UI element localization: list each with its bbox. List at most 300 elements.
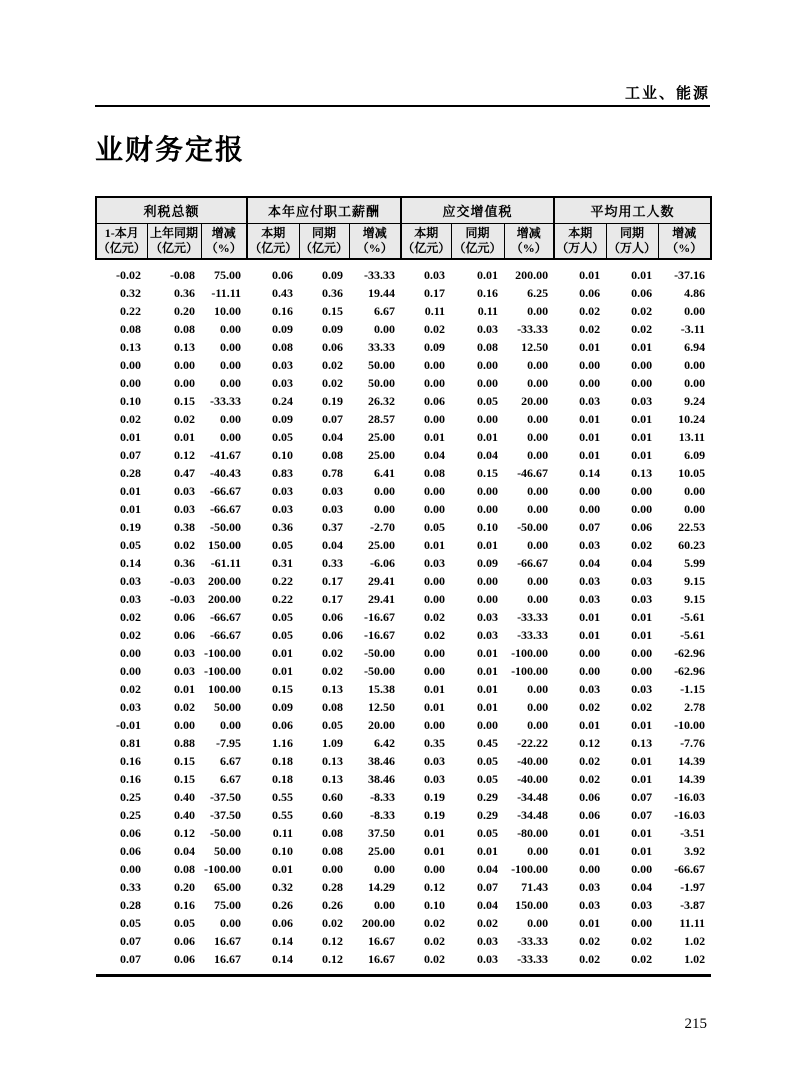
- table-row: [96, 572, 711, 590]
- table-cell: 0.02: [579, 951, 601, 966]
- table-cell: 0.00: [477, 573, 499, 588]
- table-cell: 0.03: [272, 483, 294, 498]
- table-cell: 0.29: [477, 789, 499, 804]
- table-cell: 0.06: [120, 825, 141, 840]
- table-cell: -62.96: [674, 663, 706, 678]
- table-cell: -3.51: [680, 825, 706, 840]
- table-cell: 0.00: [684, 501, 706, 516]
- table-row: [96, 590, 711, 608]
- table-row: [96, 284, 711, 302]
- table-cell: 0.07: [120, 933, 141, 948]
- table-cell: 0.00: [322, 861, 344, 876]
- table-cell: 0.10: [120, 393, 141, 408]
- table-cell: 0.07: [120, 447, 141, 462]
- table-cell: 25.00: [368, 843, 396, 858]
- table-cell: 0.10: [272, 447, 294, 462]
- table-cell: 0.06: [322, 339, 344, 354]
- table-cell: 0.22: [120, 303, 141, 318]
- table-cell: 0.20: [174, 879, 195, 894]
- table-cell: 0.04: [579, 555, 601, 570]
- table-cell: 0.20: [174, 303, 195, 318]
- page-content: [95, 0, 710, 1032]
- table-cell: 0.00: [220, 339, 242, 354]
- table-cell: 0.29: [477, 807, 499, 822]
- table-cell: 11.11: [679, 915, 706, 930]
- table-cell: 0.06: [120, 843, 141, 858]
- table-cell: 0.17: [322, 591, 344, 606]
- table-cell: -0.08: [170, 267, 195, 282]
- table-row: [96, 338, 711, 356]
- table-row: [96, 626, 711, 644]
- table-cell: 0.09: [322, 267, 344, 282]
- table-cell: 0.06: [424, 393, 446, 408]
- table-cell: 0.01: [477, 645, 499, 660]
- table-cell: 0.00: [220, 429, 242, 444]
- table-cell: 0.06: [272, 267, 294, 282]
- table-cell: 0.03: [477, 609, 499, 624]
- table-cell: 0.00: [579, 357, 601, 372]
- table-cell: -50.00: [210, 825, 242, 840]
- table-cell: 28.57: [368, 411, 396, 426]
- table-cell: 0.08: [322, 825, 344, 840]
- table-cell: 0.00: [174, 717, 195, 732]
- table-cell: 0.06: [579, 807, 601, 822]
- table-cell: 0.03: [579, 537, 601, 552]
- table-cell: 0.16: [477, 285, 499, 300]
- table-cell: 0.02: [424, 609, 446, 624]
- table-cell: 0.32: [120, 285, 141, 300]
- table-cell: -40.43: [210, 465, 242, 480]
- table-cell: -37.50: [210, 789, 242, 804]
- table-cell: 0.01: [631, 843, 653, 858]
- table-cell: -33.33: [210, 393, 242, 408]
- table-row: [96, 446, 711, 464]
- table-row: [96, 374, 711, 392]
- table-cell: 0.45: [477, 735, 499, 750]
- table-cell: 0.02: [424, 627, 446, 642]
- table-cell: 0.40: [174, 789, 195, 804]
- table-cell: 0.25: [120, 807, 141, 822]
- table-cell: 0.37: [322, 519, 344, 534]
- table-cell: 0.01: [120, 483, 141, 498]
- table-cell: 0.06: [579, 789, 601, 804]
- table-row: [96, 428, 711, 446]
- table-cell: 0.01: [631, 339, 653, 354]
- table-cell: 0.02: [631, 303, 653, 318]
- table-cell: 0.01: [477, 537, 499, 552]
- table-row: [96, 302, 711, 320]
- table-cell: 0.02: [322, 663, 344, 678]
- table-cell: -0.01: [116, 717, 141, 732]
- table-body: [96, 259, 711, 976]
- column-group-header: 本年应付职工薪酬: [247, 197, 401, 224]
- table-cell: 0.01: [272, 861, 294, 876]
- table-cell: 0.03: [579, 879, 601, 894]
- table-cell: -33.33: [517, 627, 549, 642]
- table-cell: 0.04: [322, 429, 344, 444]
- table-cell: -100.00: [204, 645, 242, 660]
- table-row: [96, 500, 711, 518]
- table-cell: 60.23: [678, 537, 706, 552]
- table-cell: 0.15: [322, 303, 344, 318]
- table-cell: 0.06: [174, 933, 195, 948]
- table-cell: 0.00: [477, 357, 499, 372]
- table-cell: 0.00: [120, 861, 141, 876]
- section-header: 工业、能源: [624, 85, 710, 102]
- table-cell: 0.01: [174, 429, 195, 444]
- table-cell: 0.01: [477, 663, 499, 678]
- table-cell: 0.03: [579, 897, 601, 912]
- table-cell: 0.06: [272, 717, 294, 732]
- table-cell: 0.01: [424, 429, 446, 444]
- table-cell: 0.00: [374, 501, 396, 516]
- table-cell: 38.46: [368, 753, 396, 768]
- table-cell: 0.13: [120, 339, 141, 354]
- table-cell: 0.03: [631, 681, 653, 696]
- table-cell: 0.02: [120, 627, 141, 642]
- table-cell: -16.03: [674, 807, 706, 822]
- table-cell: -8.33: [370, 789, 396, 804]
- table-cell: 0.28: [322, 879, 344, 894]
- table-cell: 0.00: [477, 717, 499, 732]
- table-cell: 0.02: [174, 699, 195, 714]
- table-cell: 0.02: [322, 375, 344, 390]
- table-cell: 0.10: [424, 897, 446, 912]
- table-cell: -46.67: [517, 465, 549, 480]
- table-cell: 0.08: [174, 861, 195, 876]
- table-cell: -34.48: [517, 807, 549, 822]
- table-cell: 0.01: [579, 843, 601, 858]
- table-cell: 0.36: [174, 285, 195, 300]
- table-cell: -5.61: [680, 627, 706, 642]
- table-cell: 0.05: [272, 627, 294, 642]
- table-cell: 0.00: [424, 501, 446, 516]
- table-cell: 0.00: [684, 375, 706, 390]
- table-cell: 16.67: [368, 951, 396, 966]
- table-cell: 0.00: [579, 663, 601, 678]
- table-cell: 0.09: [272, 321, 294, 336]
- table-cell: 0.01: [631, 267, 653, 282]
- table-cell: 20.00: [521, 393, 549, 408]
- table-cell: 0.03: [477, 933, 499, 948]
- table-cell: 0.02: [579, 699, 601, 714]
- table-cell: 0.04: [322, 537, 344, 552]
- table-cell: -100.00: [511, 663, 549, 678]
- table-cell: 0.00: [174, 357, 195, 372]
- table-cell: 0.06: [322, 609, 344, 624]
- table-cell: -8.33: [370, 807, 396, 822]
- table-cell: 29.41: [368, 591, 396, 606]
- table-cell: 0.04: [631, 555, 653, 570]
- table-cell: 38.46: [368, 771, 396, 786]
- table-cell: 0.00: [631, 645, 653, 660]
- financial-report-table: [95, 196, 712, 977]
- table-cell: -22.22: [517, 735, 549, 750]
- table-cell: 0.16: [174, 897, 195, 912]
- table-row: [96, 482, 711, 500]
- table-cell: 0.55: [272, 789, 294, 804]
- table-cell: 0.01: [424, 537, 446, 552]
- table-cell: 0.03: [579, 681, 601, 696]
- table-cell: 9.15: [684, 591, 706, 606]
- table-cell: 0.13: [322, 771, 344, 786]
- table-cell: -100.00: [511, 861, 549, 876]
- table-cell: 1.02: [684, 933, 706, 948]
- table-row: [96, 914, 711, 932]
- table-cell: 0.13: [174, 339, 195, 354]
- table-cell: -7.76: [680, 735, 706, 750]
- table-cell: 0.05: [120, 915, 141, 930]
- table-cell: 0.01: [579, 609, 601, 624]
- table-cell: 0.01: [631, 753, 653, 768]
- table-cell: 37.50: [368, 825, 396, 840]
- table-cell: 0.00: [527, 843, 549, 858]
- table-cell: 0.03: [579, 573, 601, 588]
- table-cell: 50.00: [368, 375, 396, 390]
- table-cell: 0.00: [579, 645, 601, 660]
- table-cell: 0.12: [174, 447, 195, 462]
- table-cell: 0.17: [424, 285, 446, 300]
- table-cell: 0.00: [527, 699, 549, 714]
- table-cell: 0.78: [322, 465, 344, 480]
- table-cell: 0.02: [579, 321, 601, 336]
- table-cell: 0.00: [120, 663, 141, 678]
- table-cell: 65.00: [214, 879, 242, 894]
- table-row: [96, 680, 711, 698]
- table-cell: 0.00: [424, 645, 446, 660]
- table-cell: 0.02: [631, 321, 653, 336]
- table-cell: 0.24: [272, 393, 294, 408]
- table-cell: 22.53: [678, 519, 706, 534]
- table-cell: 0.02: [631, 951, 653, 966]
- table-cell: 0.88: [174, 735, 195, 750]
- table-cell: 13.11: [678, 429, 706, 444]
- table-cell: 0.36: [322, 285, 344, 300]
- table-cell: 0.06: [272, 915, 294, 930]
- table-cell: 6.67: [374, 303, 396, 318]
- table-cell: 0.05: [120, 537, 141, 552]
- table-cell: 0.60: [322, 789, 344, 804]
- table-cell: 0.03: [120, 573, 141, 588]
- table-cell: 0.02: [631, 537, 653, 552]
- table-row: [96, 320, 711, 338]
- column-header: 本期 （万人）: [554, 224, 606, 259]
- table-cell: 0.04: [424, 447, 446, 462]
- table-cell: -10.00: [674, 717, 706, 732]
- column-header: 上年同期 （亿元）: [147, 224, 201, 259]
- table-cell: 26.32: [368, 393, 396, 408]
- table-cell: 0.28: [120, 465, 141, 480]
- table-row: [96, 770, 711, 788]
- table-cell: 0.47: [174, 465, 195, 480]
- table-cell: 0.60: [322, 807, 344, 822]
- table-cell: 0.02: [120, 411, 141, 426]
- table-cell: 0.02: [424, 933, 446, 948]
- table-cell: 0.40: [174, 807, 195, 822]
- table-cell: 0.00: [527, 501, 549, 516]
- table-cell: 0.08: [322, 699, 344, 714]
- table-cell: 0.00: [424, 375, 446, 390]
- column-header: 1-本月 （亿元）: [96, 224, 147, 259]
- table-cell: 0.00: [220, 321, 242, 336]
- table-cell: -34.48: [517, 789, 549, 804]
- table-sub-header-row: [96, 224, 711, 259]
- header-rule: [95, 105, 710, 107]
- table-cell: 6.94: [684, 339, 706, 354]
- table-cell: 0.01: [579, 411, 601, 426]
- table-cell: 0.07: [322, 411, 344, 426]
- table-cell: 0.01: [477, 699, 499, 714]
- table-cell: -41.67: [210, 447, 242, 462]
- table-cell: 0.12: [322, 951, 344, 966]
- table-cell: 0.01: [579, 627, 601, 642]
- table-cell: 0.00: [424, 357, 446, 372]
- table-cell: 0.00: [220, 717, 242, 732]
- column-header: 增减 （%）: [201, 224, 247, 259]
- table-cell: 0.12: [174, 825, 195, 840]
- table-cell: 20.00: [368, 717, 396, 732]
- table-cell: 0.03: [272, 375, 294, 390]
- table-cell: 0.01: [477, 681, 499, 696]
- table-cell: 50.00: [368, 357, 396, 372]
- table-cell: 0.00: [374, 483, 396, 498]
- table-cell: 0.00: [527, 357, 549, 372]
- table-cell: 6.67: [220, 753, 242, 768]
- table-cell: -100.00: [204, 663, 242, 678]
- table-cell: 0.18: [272, 753, 294, 768]
- table-cell: 0.01: [424, 843, 446, 858]
- table-cell: 0.01: [631, 717, 653, 732]
- table-cell: 0.05: [477, 825, 499, 840]
- table-cell: -0.03: [170, 573, 195, 588]
- table-cell: 0.09: [424, 339, 446, 354]
- table-cell: 0.03: [631, 393, 653, 408]
- table-cell: -11.11: [211, 285, 242, 300]
- table-row: [96, 356, 711, 374]
- table-cell: 0.12: [424, 879, 446, 894]
- table-cell: 0.03: [424, 771, 446, 786]
- table-cell: 0.03: [174, 645, 195, 660]
- table-cell: 10.00: [214, 303, 242, 318]
- table-cell: 6.42: [374, 735, 396, 750]
- table-cell: 0.00: [424, 717, 446, 732]
- table-cell: 29.41: [368, 573, 396, 588]
- page-title: 业财务定报: [95, 134, 246, 165]
- table-cell: 0.02: [174, 411, 195, 426]
- page-number: 215: [684, 1015, 707, 1032]
- table-cell: 150.00: [515, 897, 549, 912]
- table-cell: 0.03: [477, 951, 499, 966]
- table-cell: 0.03: [322, 501, 344, 516]
- table-cell: 1.02: [684, 951, 706, 966]
- table-cell: 0.00: [631, 861, 653, 876]
- table-row: [96, 842, 711, 860]
- table-cell: 0.00: [527, 303, 549, 318]
- table-cell: 0.00: [424, 483, 446, 498]
- table-cell: 0.01: [579, 339, 601, 354]
- table-cell: -50.00: [210, 519, 242, 534]
- table-row: [96, 932, 711, 950]
- table-cell: 0.33: [120, 879, 141, 894]
- table-cell: 16.67: [214, 933, 242, 948]
- table-cell: 0.13: [322, 753, 344, 768]
- table-cell: -61.11: [210, 555, 242, 570]
- table-cell: 0.12: [579, 735, 601, 750]
- table-cell: 0.05: [272, 609, 294, 624]
- table-cell: 0.19: [424, 789, 446, 804]
- table-cell: 0.14: [120, 555, 141, 570]
- table-cell: 0.81: [120, 735, 141, 750]
- table-cell: 0.01: [424, 681, 446, 696]
- table-cell: 19.44: [368, 285, 396, 300]
- table-cell: 0.08: [174, 321, 195, 336]
- table-cell: 0.33: [322, 555, 344, 570]
- table-cell: 0.02: [424, 915, 446, 930]
- table-cell: 0.00: [579, 375, 601, 390]
- table-cell: 0.00: [527, 483, 549, 498]
- table-cell: 0.02: [322, 915, 344, 930]
- table-cell: 0.00: [374, 897, 396, 912]
- table-cell: -80.00: [517, 825, 549, 840]
- table-cell: 0.00: [120, 645, 141, 660]
- table-cell: 50.00: [214, 699, 242, 714]
- table-cell: 0.26: [272, 897, 294, 912]
- table-cell: -66.67: [210, 609, 242, 624]
- table-cell: 0.00: [477, 483, 499, 498]
- table-cell: 1.16: [272, 735, 294, 750]
- table-cell: 0.08: [322, 447, 344, 462]
- table-cell: 0.00: [424, 411, 446, 426]
- table-cell: 0.02: [322, 645, 344, 660]
- table-cell: -37.50: [210, 807, 242, 822]
- table-cell: 0.00: [220, 411, 242, 426]
- table-cell: 0.02: [579, 303, 601, 318]
- table-cell: 0.03: [579, 393, 601, 408]
- table-cell: -16.03: [674, 789, 706, 804]
- table-cell: 0.05: [477, 771, 499, 786]
- table-cell: -66.67: [210, 483, 242, 498]
- table-cell: 0.00: [527, 411, 549, 426]
- table-row: [96, 752, 711, 770]
- table-cell: -3.87: [680, 897, 706, 912]
- table-cell: 0.03: [322, 483, 344, 498]
- column-header: 本期 （亿元）: [401, 224, 451, 259]
- table-cell: 0.09: [477, 555, 499, 570]
- table-cell: 0.05: [477, 393, 499, 408]
- table-cell: 0.00: [579, 483, 601, 498]
- table-cell: 0.01: [579, 429, 601, 444]
- table-cell: -100.00: [204, 861, 242, 876]
- table-cell: 0.06: [631, 519, 653, 534]
- table-cell: 0.05: [174, 915, 195, 930]
- table-cell: -33.33: [517, 321, 549, 336]
- table-cell: 12.50: [368, 699, 396, 714]
- table-cell: 0.01: [477, 267, 499, 282]
- table-cell: 4.86: [684, 285, 706, 300]
- table-cell: 150.00: [208, 537, 242, 552]
- table-cell: 0.01: [631, 429, 653, 444]
- table-cell: -33.33: [517, 951, 549, 966]
- table-cell: 0.12: [322, 933, 344, 948]
- table-row: [96, 464, 711, 482]
- column-group-header: 应交增值税: [401, 197, 554, 224]
- table-cell: 0.15: [174, 771, 195, 786]
- table-cell: 0.16: [120, 771, 141, 786]
- table-cell: 0.10: [477, 519, 499, 534]
- table-cell: 0.15: [272, 681, 294, 696]
- table-cell: -40.00: [517, 771, 549, 786]
- table-cell: 0.07: [631, 789, 653, 804]
